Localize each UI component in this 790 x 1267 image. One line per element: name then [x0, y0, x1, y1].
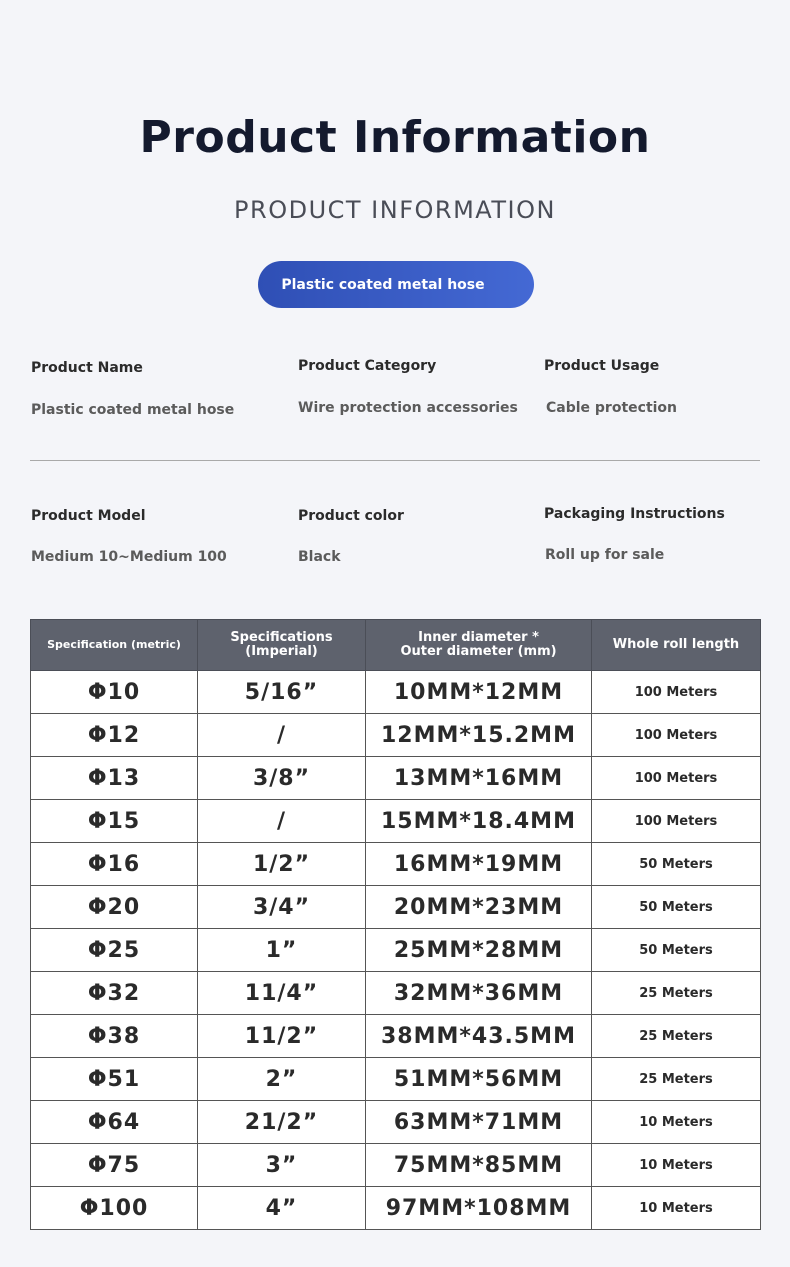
spec-metric-cell: Φ32	[31, 972, 198, 1015]
info-product-name	[31, 360, 234, 418]
spec-metric-cell: Φ16	[31, 843, 198, 886]
page-subtitle: PRODUCT INFORMATION	[234, 196, 556, 224]
header-imperial-line1: Specifications	[230, 630, 333, 645]
spec-length-cell: 25 Meters	[592, 1015, 761, 1058]
spec-metric-cell: Φ100	[31, 1187, 198, 1230]
header-imperial-line2: (Imperial)	[245, 644, 318, 659]
info-value: Wire protection accessories	[298, 400, 518, 416]
spec-imperial-cell: /	[198, 800, 366, 843]
table-row	[31, 757, 761, 800]
spec-diameter-cell: 25MM*28MM	[366, 929, 592, 972]
spec-metric-cell: Φ13	[31, 757, 198, 800]
spec-metric-cell: Φ12	[31, 714, 198, 757]
spec-imperial-cell: 11/4”	[198, 972, 366, 1015]
info-value: Plastic coated metal hose	[31, 402, 235, 418]
spec-length-cell: 50 Meters	[592, 929, 761, 972]
spec-metric-cell: Φ51	[31, 1058, 198, 1101]
table-row	[31, 1144, 761, 1187]
info-label: Product Name	[31, 360, 143, 376]
spec-imperial-cell: /	[198, 714, 366, 757]
spec-diameter-cell: 32MM*36MM	[366, 972, 592, 1015]
spec-metric-cell: Φ20	[31, 886, 198, 929]
spec-imperial-cell: 2”	[198, 1058, 366, 1101]
spec-metric-cell: Φ64	[31, 1101, 198, 1144]
spec-metric-cell: Φ75	[31, 1144, 198, 1187]
table-row	[31, 800, 761, 843]
spec-diameter-cell: 75MM*85MM	[366, 1144, 592, 1187]
header-imperial	[198, 620, 366, 671]
info-value: Cable protection	[546, 400, 678, 416]
spec-diameter-cell: 16MM*19MM	[366, 843, 592, 886]
spec-diameter-cell: 13MM*16MM	[366, 757, 592, 800]
spec-length-cell: 25 Meters	[592, 972, 761, 1015]
table-row	[31, 1187, 761, 1230]
header-metric	[31, 620, 198, 671]
header-diameter-line2: Outer diameter (mm)	[400, 644, 557, 659]
info-label: Product color	[298, 508, 404, 524]
info-value: Roll up for sale	[545, 547, 665, 563]
info-label: Packaging Instructions	[544, 506, 725, 522]
spec-length-cell: 50 Meters	[592, 886, 761, 929]
spec-imperial-cell: 11/2”	[198, 1015, 366, 1058]
spec-imperial-cell: 3/8”	[198, 757, 366, 800]
table-row	[31, 972, 761, 1015]
table-row	[31, 843, 761, 886]
spec-length-cell: 100 Meters	[592, 714, 761, 757]
spec-imperial-cell: 21/2”	[198, 1101, 366, 1144]
spec-metric-cell: Φ38	[31, 1015, 198, 1058]
info-value: Black	[298, 549, 341, 565]
info-packaging	[544, 506, 725, 563]
spec-length-cell: 50 Meters	[592, 843, 761, 886]
info-value: Medium 10~Medium 100	[31, 549, 227, 565]
spec-diameter-cell: 38MM*43.5MM	[366, 1015, 592, 1058]
spec-length-cell: 100 Meters	[592, 757, 761, 800]
info-label: Product Model	[31, 508, 146, 524]
header-roll-length-text: Whole roll length	[612, 637, 740, 652]
spec-diameter-cell: 15MM*18.4MM	[366, 800, 592, 843]
header-diameter	[366, 620, 592, 671]
table-row	[31, 886, 761, 929]
spec-diameter-cell: 10MM*12MM	[366, 671, 592, 714]
spec-metric-cell: Φ15	[31, 800, 198, 843]
spec-metric-cell: Φ10	[31, 671, 198, 714]
table-row	[31, 1101, 761, 1144]
header-diameter-line1: Inner diameter *	[418, 630, 539, 645]
spec-length-cell: 100 Meters	[592, 800, 761, 843]
spec-length-cell: 10 Meters	[592, 1144, 761, 1187]
table-row	[31, 1058, 761, 1101]
spec-imperial-cell: 1/2”	[198, 843, 366, 886]
table-header-row	[31, 620, 761, 671]
specification-table	[30, 619, 761, 1230]
spec-imperial-cell: 1”	[198, 929, 366, 972]
section-divider	[30, 460, 760, 461]
spec-diameter-cell: 51MM*56MM	[366, 1058, 592, 1101]
table-row	[31, 1015, 761, 1058]
spec-imperial-cell: 4”	[198, 1187, 366, 1230]
table-row	[31, 671, 761, 714]
table-row	[31, 929, 761, 972]
spec-length-cell: 100 Meters	[592, 671, 761, 714]
table-row	[31, 714, 761, 757]
spec-length-cell: 10 Meters	[592, 1187, 761, 1230]
product-name-pill: Plastic coated metal hose	[258, 261, 534, 308]
spec-imperial-cell: 3/4”	[198, 886, 366, 929]
spec-diameter-cell: 20MM*23MM	[366, 886, 592, 929]
info-product-category	[298, 358, 518, 416]
spec-diameter-cell: 97MM*108MM	[366, 1187, 592, 1230]
spec-length-cell: 25 Meters	[592, 1058, 761, 1101]
info-product-usage	[544, 358, 677, 416]
spec-diameter-cell: 12MM*15.2MM	[366, 714, 592, 757]
info-product-model	[31, 508, 227, 565]
page-title: Product Information	[139, 112, 651, 163]
spec-imperial-cell: 3”	[198, 1144, 366, 1187]
spec-metric-cell: Φ25	[31, 929, 198, 972]
info-product-color	[298, 508, 404, 565]
header-metric-text: Specification (metric)	[47, 638, 181, 651]
spec-length-cell: 10 Meters	[592, 1101, 761, 1144]
spec-diameter-cell: 63MM*71MM	[366, 1101, 592, 1144]
header-roll-length	[592, 620, 761, 671]
spec-imperial-cell: 5/16”	[198, 671, 366, 714]
info-label: Product Category	[298, 358, 437, 374]
info-label: Product Usage	[544, 358, 660, 374]
